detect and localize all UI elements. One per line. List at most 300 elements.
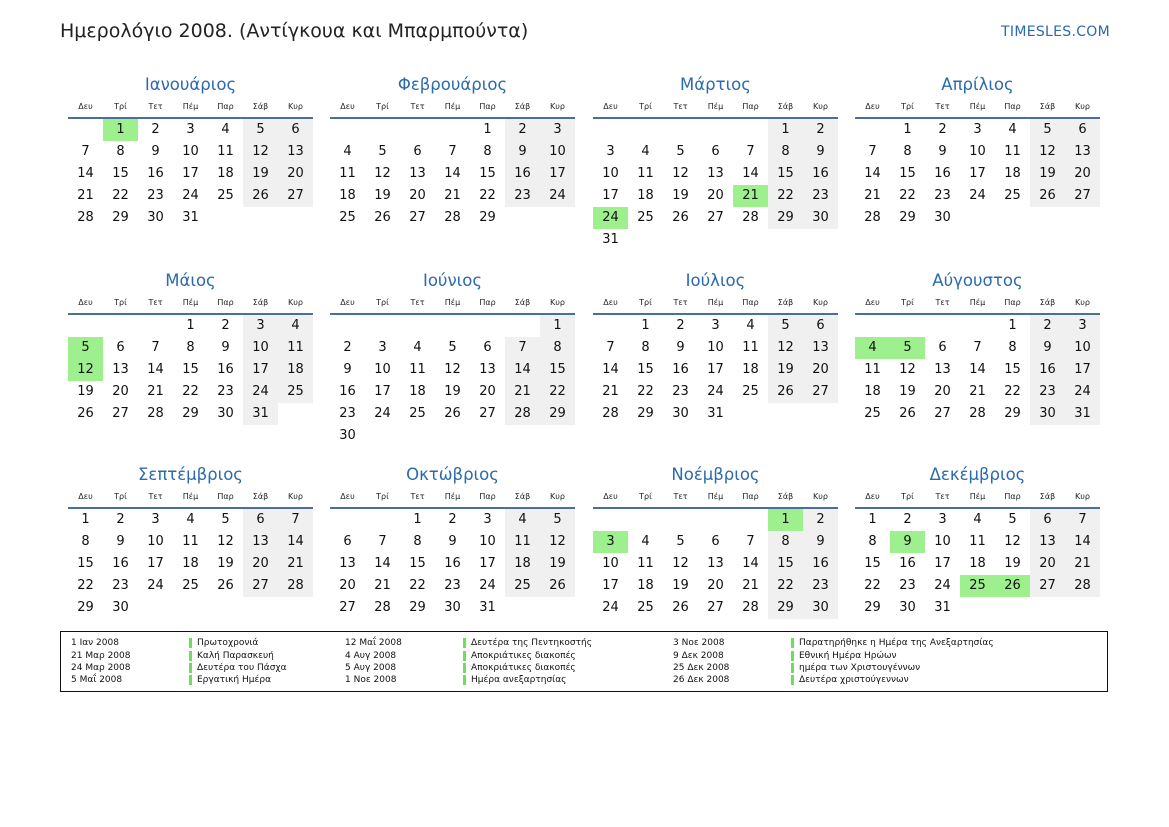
day-cell: 25 <box>409 406 426 421</box>
weekday-label: Πέμ <box>707 102 724 111</box>
day-cell: 19 <box>672 188 689 203</box>
day-cell: 4 <box>641 144 650 159</box>
weekend-day-cell: 11 <box>278 337 313 359</box>
weekend-day-cell: 6 <box>278 119 313 141</box>
weekend-day-cell: 3 <box>1065 315 1100 337</box>
weekday-label: Κυρ <box>288 102 303 111</box>
weekend-day-cell: 25 <box>278 381 313 403</box>
weekend-day-cell: 20 <box>243 553 278 575</box>
day-cell: 6 <box>343 534 352 549</box>
day-grid <box>68 509 313 619</box>
weekend-day-cell: 30 <box>803 597 838 619</box>
day-grid <box>330 509 575 619</box>
day-cell: 27 <box>707 210 724 225</box>
day-cell: 22 <box>409 578 426 593</box>
weekday-label: Δευ <box>340 102 355 111</box>
empty-day-cell <box>855 315 890 337</box>
day-cell: 28 <box>864 210 881 225</box>
weekday-label: Πέμ <box>707 298 724 307</box>
weekend-day-cell: 20 <box>1065 163 1100 185</box>
day-cell: 5 <box>221 512 230 527</box>
day-cell: 2 <box>221 318 230 333</box>
day-cell: 7 <box>378 534 387 549</box>
weekend-day-cell: 13 <box>803 337 838 359</box>
weekend-day-cell: 8 <box>540 337 575 359</box>
day-cell: 15 <box>77 556 94 571</box>
day-cell: 22 <box>479 188 496 203</box>
month-block <box>330 269 575 447</box>
weekday-label: Δευ <box>603 492 618 501</box>
weekday-label: Σάβ <box>777 492 794 501</box>
day-cell: 15 <box>899 166 916 181</box>
weekend-day-cell: 16 <box>803 553 838 575</box>
day-cell: 21 <box>444 188 461 203</box>
weekday-label: Κυρ <box>1075 492 1090 501</box>
day-cell: 18 <box>409 384 426 399</box>
weekend-day-cell: 8 <box>768 531 803 553</box>
day-cell: 18 <box>217 166 234 181</box>
month-name: Φεβρουάριος <box>397 75 508 94</box>
legend-row <box>673 637 994 649</box>
day-cell: 14 <box>602 362 619 377</box>
weekend-day-cell: 21 <box>505 381 540 403</box>
day-grid <box>855 315 1100 425</box>
day-cell: 29 <box>77 600 94 615</box>
empty-day-cell <box>628 119 663 141</box>
month-block <box>330 463 575 619</box>
day-cell: 17 <box>602 578 619 593</box>
holiday-date: 1 Ιαν 2008 <box>71 638 119 649</box>
day-cell: 10 <box>602 556 619 571</box>
day-cell: 21 <box>77 188 94 203</box>
day-cell: 11 <box>864 362 881 377</box>
legend-column <box>673 637 994 687</box>
weekend-day-cell: 30 <box>803 207 838 229</box>
weekday-label: Κυρ <box>550 298 565 307</box>
weekend-day-cell: 23 <box>803 185 838 207</box>
weekend-day-cell: 16 <box>803 163 838 185</box>
weekday-label: Τετ <box>935 102 950 111</box>
day-cell: 16 <box>444 556 461 571</box>
day-cell: 8 <box>81 534 90 549</box>
day-cell: 6 <box>711 534 720 549</box>
day-cell: 12 <box>444 362 461 377</box>
weekday-header <box>855 487 1100 509</box>
day-cell: 17 <box>934 556 951 571</box>
weekday-header <box>68 293 313 315</box>
weekend-day-cell: 23 <box>803 575 838 597</box>
holiday-day-cell: 21 <box>733 185 768 207</box>
day-cell: 24 <box>479 578 496 593</box>
weekday-header <box>855 293 1100 315</box>
weekday-label: Τετ <box>148 492 163 501</box>
empty-day-cell <box>628 509 663 531</box>
holiday-day-cell: 5 <box>68 337 103 359</box>
weekend-day-cell: 7 <box>505 337 540 359</box>
weekday-header <box>855 97 1100 119</box>
day-cell: 4 <box>343 144 352 159</box>
day-cell: 12 <box>374 166 391 181</box>
day-cell: 8 <box>186 340 195 355</box>
weekend-day-cell: 10 <box>243 337 278 359</box>
empty-day-cell <box>733 119 768 141</box>
day-cell: 30 <box>339 428 356 443</box>
weekend-day-cell: 22 <box>768 185 803 207</box>
day-cell: 20 <box>479 384 496 399</box>
weekend-day-cell: 6 <box>1065 119 1100 141</box>
weekday-label: Τρί <box>114 492 127 501</box>
day-cell: 24 <box>707 384 724 399</box>
day-cell: 11 <box>1004 144 1021 159</box>
day-cell: 4 <box>413 340 422 355</box>
weekend-day-cell: 18 <box>278 359 313 381</box>
day-cell: 28 <box>444 210 461 225</box>
day-cell: 22 <box>77 578 94 593</box>
day-cell: 4 <box>641 534 650 549</box>
day-cell: 23 <box>147 188 164 203</box>
day-cell: 21 <box>602 384 619 399</box>
weekend-day-cell: 1 <box>540 315 575 337</box>
day-cell: 6 <box>483 340 492 355</box>
weekend-day-cell: 26 <box>1030 185 1065 207</box>
weekend-day-cell: 1 <box>768 119 803 141</box>
day-cell: 3 <box>711 318 720 333</box>
weekday-label: Τρί <box>376 298 389 307</box>
weekend-day-cell: 22 <box>540 381 575 403</box>
day-cell: 25 <box>1004 188 1021 203</box>
day-grid <box>330 315 575 447</box>
weekend-day-cell: 28 <box>505 403 540 425</box>
day-cell: 24 <box>182 188 199 203</box>
weekend-day-cell: 23 <box>1030 381 1065 403</box>
empty-day-cell <box>593 315 628 337</box>
day-cell: 18 <box>637 578 654 593</box>
weekend-day-cell: 16 <box>1030 359 1065 381</box>
legend-row <box>345 637 592 649</box>
weekend-day-cell: 18 <box>505 553 540 575</box>
day-cell: 30 <box>112 600 129 615</box>
day-cell: 7 <box>151 340 160 355</box>
day-cell: 14 <box>374 556 391 571</box>
holiday-date: 25 Δεκ 2008 <box>673 662 730 673</box>
day-cell: 27 <box>339 600 356 615</box>
month-name: Ιούλιος <box>685 271 746 290</box>
holiday-date: 5 Αυγ 2008 <box>345 662 397 673</box>
day-cell: 5 <box>1008 512 1017 527</box>
day-cell: 13 <box>409 166 426 181</box>
weekend-day-cell: 9 <box>1030 337 1065 359</box>
day-cell: 7 <box>746 144 755 159</box>
day-cell: 9 <box>221 340 230 355</box>
weekend-day-cell: 20 <box>803 359 838 381</box>
weekday-label: Παρ <box>217 492 234 501</box>
day-cell: 13 <box>112 362 129 377</box>
empty-day-cell <box>593 509 628 531</box>
weekend-day-cell: 17 <box>243 359 278 381</box>
day-cell: 8 <box>116 144 125 159</box>
day-cell: 13 <box>707 556 724 571</box>
day-cell: 24 <box>147 578 164 593</box>
day-cell: 16 <box>899 556 916 571</box>
legend-row <box>673 674 994 686</box>
weekday-label: Τετ <box>935 298 950 307</box>
day-cell: 3 <box>606 144 615 159</box>
day-cell: 8 <box>903 144 912 159</box>
weekday-label: Πέμ <box>969 298 986 307</box>
weekday-label: Σάβ <box>777 102 794 111</box>
weekend-day-cell: 2 <box>505 119 540 141</box>
empty-day-cell <box>103 315 138 337</box>
day-cell: 11 <box>409 362 426 377</box>
weekday-label: Σάβ <box>514 492 531 501</box>
weekend-day-cell: 13 <box>243 531 278 553</box>
legend-row <box>345 674 592 686</box>
day-cell: 20 <box>339 578 356 593</box>
day-cell: 29 <box>112 210 129 225</box>
holiday-name: Παρατηρήθηκε η Ημέρα της Ανεξαρτησίας <box>791 638 994 648</box>
weekend-day-cell: 5 <box>540 509 575 531</box>
weekend-day-cell: 16 <box>505 163 540 185</box>
weekend-day-cell: 11 <box>505 531 540 553</box>
weekday-label: Πέμ <box>444 298 461 307</box>
day-cell: 3 <box>186 122 195 137</box>
day-cell: 31 <box>479 600 496 615</box>
weekday-label: Κυρ <box>813 492 828 501</box>
weekday-label: Τετ <box>935 492 950 501</box>
empty-day-cell <box>365 119 400 141</box>
day-cell: 30 <box>672 406 689 421</box>
weekend-day-cell: 17 <box>540 163 575 185</box>
weekday-label: Δευ <box>340 492 355 501</box>
legend-row <box>673 662 994 674</box>
weekend-day-cell: 15 <box>768 553 803 575</box>
day-cell: 1 <box>413 512 422 527</box>
day-cell: 7 <box>746 534 755 549</box>
legend-row <box>71 662 287 674</box>
weekend-day-cell: 27 <box>1030 575 1065 597</box>
empty-day-cell <box>435 119 470 141</box>
weekend-day-cell: 14 <box>505 359 540 381</box>
weekday-label: Κυρ <box>813 298 828 307</box>
day-cell: 16 <box>217 362 234 377</box>
day-cell: 14 <box>864 166 881 181</box>
empty-day-cell <box>663 119 698 141</box>
weekend-day-cell: 10 <box>1065 337 1100 359</box>
day-cell: 4 <box>746 318 755 333</box>
day-cell: 3 <box>938 512 947 527</box>
weekday-label: Δευ <box>865 102 880 111</box>
day-cell: 31 <box>602 232 619 247</box>
day-cell: 26 <box>374 210 391 225</box>
weekday-header <box>330 293 575 315</box>
day-cell: 26 <box>77 406 94 421</box>
day-cell: 10 <box>934 534 951 549</box>
weekday-label: Παρ <box>479 298 496 307</box>
weekend-day-cell: 12 <box>768 337 803 359</box>
month-name: Οκτώβριος <box>406 465 499 484</box>
day-cell: 25 <box>864 406 881 421</box>
holiday-date: 1 Νοε 2008 <box>345 675 397 686</box>
holiday-day-cell: 9 <box>890 531 925 553</box>
weekday-label: Σάβ <box>1039 492 1056 501</box>
day-cell: 5 <box>676 534 685 549</box>
day-cell: 11 <box>969 534 986 549</box>
day-cell: 22 <box>864 578 881 593</box>
day-cell: 25 <box>182 578 199 593</box>
day-cell: 29 <box>1004 406 1021 421</box>
day-cell: 15 <box>112 166 129 181</box>
day-cell: 24 <box>602 600 619 615</box>
site-link[interactable]: TIMESLES.COM <box>1001 24 1110 40</box>
weekend-day-cell: 10 <box>540 141 575 163</box>
day-cell: 23 <box>934 188 951 203</box>
empty-day-cell <box>663 509 698 531</box>
weekday-label: Πέμ <box>444 102 461 111</box>
weekday-label: Παρ <box>217 298 234 307</box>
weekday-label: Τρί <box>901 102 914 111</box>
day-grid <box>330 119 575 229</box>
empty-day-cell <box>400 119 435 141</box>
day-cell: 23 <box>672 384 689 399</box>
legend-row <box>71 649 287 661</box>
day-cell: 22 <box>637 384 654 399</box>
day-cell: 23 <box>112 578 129 593</box>
day-grid <box>593 315 838 425</box>
weekday-label: Κυρ <box>288 298 303 307</box>
holiday-name: Εθνική Ημέρα Ηρώων <box>791 651 897 661</box>
day-cell: 12 <box>1004 534 1021 549</box>
day-grid <box>855 119 1100 229</box>
holiday-name: Δευτέρα χριστούγεννων <box>791 675 909 685</box>
holiday-name: Πρωτοχρονιά <box>189 638 258 648</box>
day-cell: 10 <box>479 534 496 549</box>
month-name: Μάιος <box>165 271 216 290</box>
day-cell: 18 <box>969 556 986 571</box>
weekend-day-cell: 19 <box>1030 163 1065 185</box>
day-cell: 28 <box>77 210 94 225</box>
holiday-name: Καλή Παρασκευή <box>189 651 274 661</box>
weekday-label: Παρ <box>1004 102 1021 111</box>
month-name: Σεπτέμβριος <box>138 465 243 484</box>
empty-day-cell <box>733 509 768 531</box>
day-cell: 16 <box>112 556 129 571</box>
day-cell: 29 <box>899 210 916 225</box>
weekend-day-cell: 15 <box>540 359 575 381</box>
weekday-label: Σάβ <box>514 102 531 111</box>
weekday-header <box>330 487 575 509</box>
day-cell: 10 <box>182 144 199 159</box>
day-cell: 15 <box>1004 362 1021 377</box>
day-grid <box>593 509 838 619</box>
weekday-label: Σάβ <box>777 298 794 307</box>
holiday-day-cell: 25 <box>960 575 995 597</box>
day-cell: 9 <box>151 144 160 159</box>
weekend-day-cell: 8 <box>768 141 803 163</box>
day-cell: 22 <box>1004 384 1021 399</box>
legend-row <box>71 637 287 649</box>
weekday-label: Κυρ <box>550 492 565 501</box>
day-cell: 27 <box>479 406 496 421</box>
day-cell: 4 <box>186 512 195 527</box>
day-cell: 1 <box>186 318 195 333</box>
day-cell: 28 <box>374 600 391 615</box>
day-cell: 14 <box>77 166 94 181</box>
empty-day-cell <box>365 315 400 337</box>
month-name: Μάρτιος <box>680 75 751 94</box>
weekend-day-cell: 9 <box>803 141 838 163</box>
weekday-label: Τετ <box>410 102 425 111</box>
empty-day-cell <box>435 315 470 337</box>
day-cell: 5 <box>378 144 387 159</box>
month-name: Νοέμβριος <box>671 465 760 484</box>
day-cell: 29 <box>637 406 654 421</box>
legend-row <box>71 674 287 686</box>
empty-day-cell <box>593 119 628 141</box>
weekday-label: Δευ <box>865 298 880 307</box>
day-cell: 29 <box>479 210 496 225</box>
day-cell: 17 <box>374 384 391 399</box>
weekday-label: Δευ <box>865 492 880 501</box>
day-cell: 21 <box>742 578 759 593</box>
day-cell: 30 <box>899 600 916 615</box>
month-block <box>855 73 1100 229</box>
day-cell: 2 <box>903 512 912 527</box>
day-cell: 27 <box>112 406 129 421</box>
day-cell: 7 <box>448 144 457 159</box>
day-cell: 15 <box>182 362 199 377</box>
day-cell: 2 <box>676 318 685 333</box>
empty-day-cell <box>138 315 173 337</box>
weekday-label: Τρί <box>639 298 652 307</box>
day-cell: 16 <box>339 384 356 399</box>
day-cell: 14 <box>147 362 164 377</box>
day-cell: 16 <box>147 166 164 181</box>
weekday-label: Κυρ <box>550 102 565 111</box>
day-cell: 23 <box>217 384 234 399</box>
weekday-header <box>68 487 313 509</box>
weekend-day-cell: 14 <box>1065 531 1100 553</box>
month-name: Αύγουστος <box>932 271 1023 290</box>
empty-day-cell <box>365 509 400 531</box>
day-cell: 4 <box>973 512 982 527</box>
weekday-label: Πέμ <box>969 102 986 111</box>
day-cell: 18 <box>182 556 199 571</box>
day-cell: 30 <box>444 600 461 615</box>
weekday-label: Σάβ <box>252 102 269 111</box>
empty-day-cell <box>68 119 103 141</box>
day-cell: 23 <box>339 406 356 421</box>
holiday-name: Αποκριάτικες διακοπές <box>463 651 576 661</box>
day-cell: 19 <box>672 578 689 593</box>
weekend-day-cell: 13 <box>278 141 313 163</box>
weekday-label: Πέμ <box>707 492 724 501</box>
weekend-day-cell: 15 <box>768 163 803 185</box>
day-cell: 11 <box>182 534 199 549</box>
day-cell: 20 <box>112 384 129 399</box>
weekend-day-cell: 9 <box>803 531 838 553</box>
day-cell: 11 <box>339 166 356 181</box>
weekend-day-cell: 19 <box>540 553 575 575</box>
weekday-label: Κυρ <box>813 102 828 111</box>
day-cell: 20 <box>934 384 951 399</box>
day-cell: 25 <box>637 600 654 615</box>
weekday-label: Δευ <box>603 298 618 307</box>
month-block <box>593 269 838 425</box>
day-cell: 21 <box>969 384 986 399</box>
day-cell: 24 <box>374 406 391 421</box>
weekend-day-cell: 24 <box>540 185 575 207</box>
weekday-header <box>68 97 313 119</box>
